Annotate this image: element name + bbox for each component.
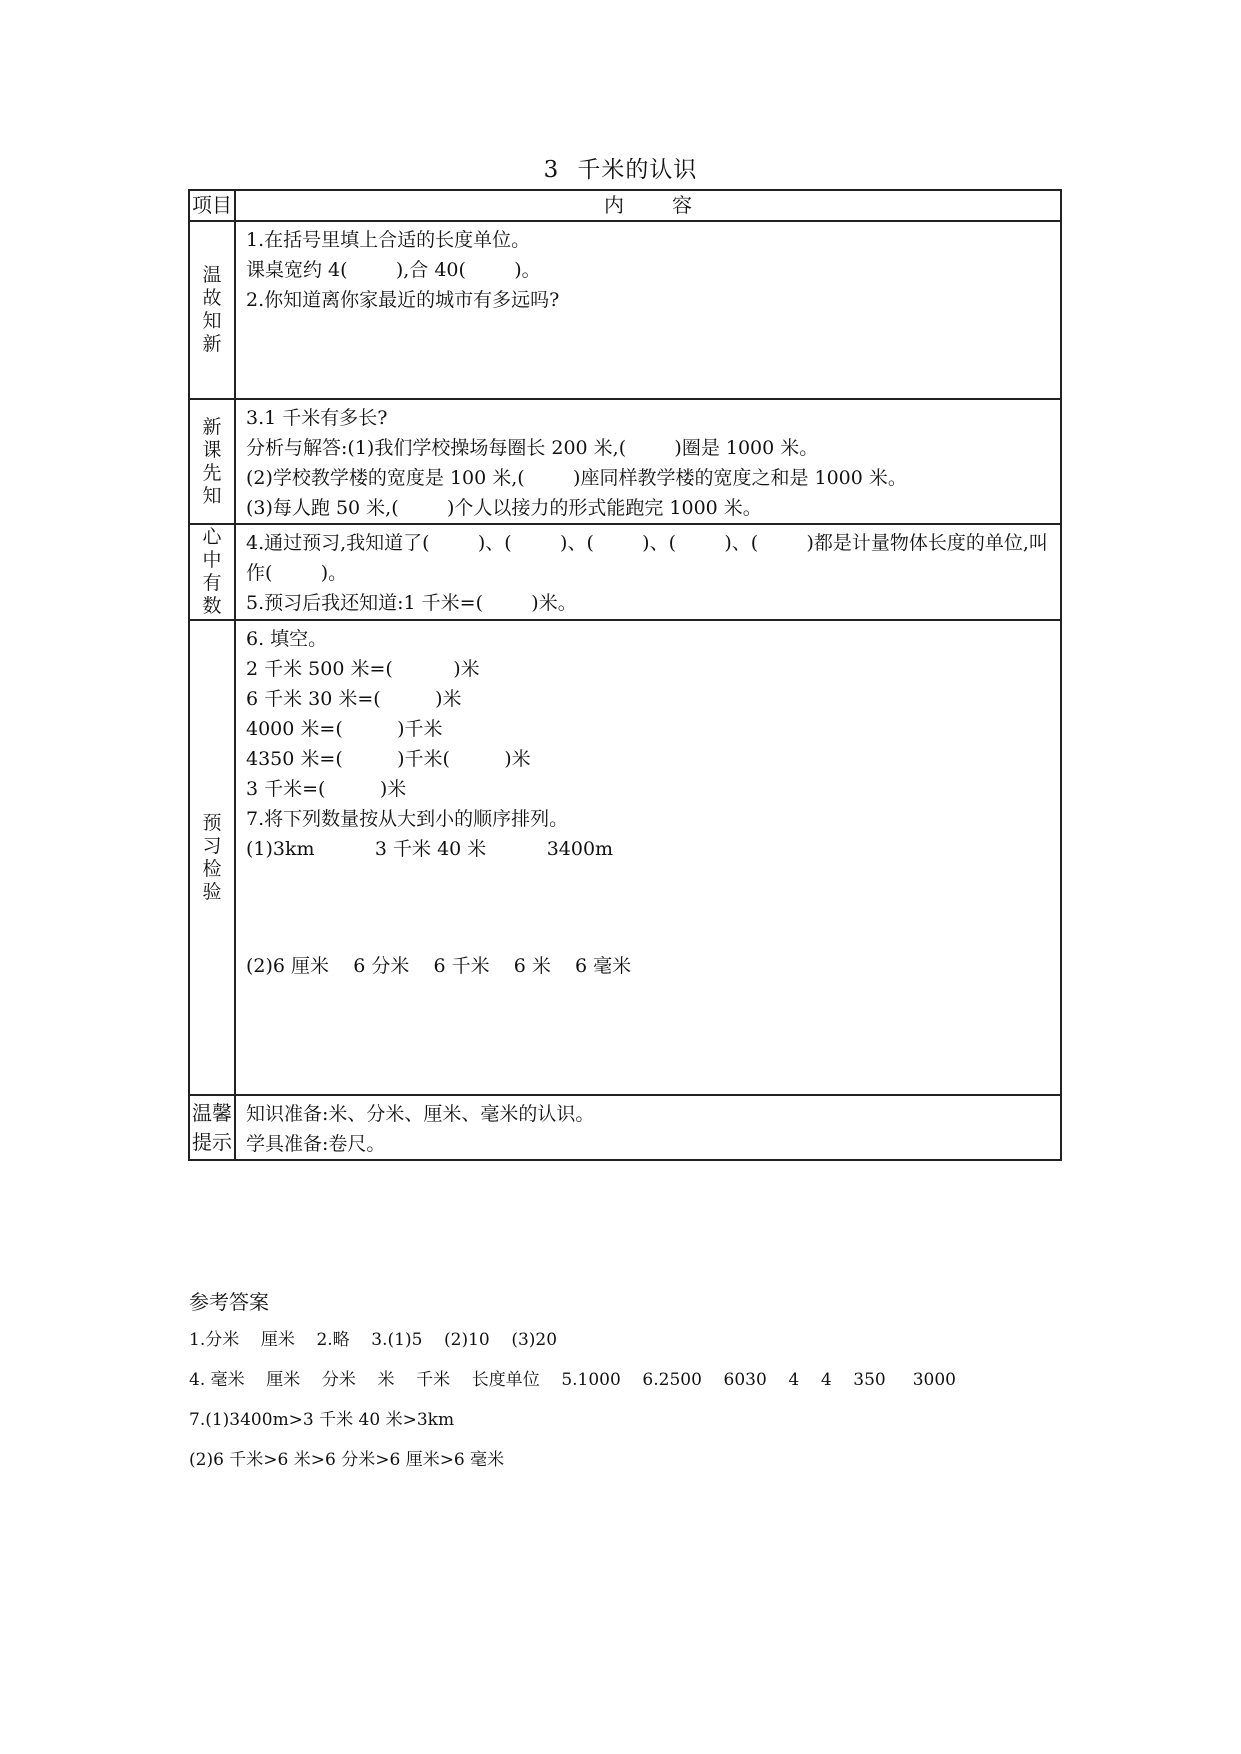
check-line-4: 4000 米=( )千米 [246, 718, 443, 740]
section-content-new-lesson [235, 399, 1061, 524]
section-new-lesson [189, 399, 1061, 524]
section-mind [189, 524, 1061, 620]
check-line-9: (2)6 厘米 6 分米 6 千米 6 米 6 毫米 [246, 955, 632, 977]
section-label-text-2: 提示 [192, 1129, 232, 1154]
section-label-text: 温故知新 [202, 264, 222, 355]
review-line-3: 2.你知道离你家最近的城市有多远吗? [246, 289, 560, 311]
section-label-check [189, 620, 235, 1095]
review-line-1: 1.在括号里填上合适的长度单位。 [246, 229, 531, 251]
section-label-review [189, 221, 235, 399]
check-line-7: 7.将下列数量按从大到小的顺序排列。 [246, 808, 569, 830]
check-line-5: 4350 米=( )千米( )米 [246, 748, 531, 770]
section-check [189, 620, 1061, 1095]
check-line-2: 2 千米 500 米=( )米 [246, 658, 480, 680]
section-label-text-1: 温馨 [192, 1100, 232, 1125]
check-line-3: 6 千米 30 米=( )米 [246, 688, 462, 710]
answer-key [189, 1288, 1089, 1488]
section-label-text: 预习检验 [202, 811, 222, 903]
answer-line-2: 4. 毫米 厘米 分米 米 千米 长度单位 5.1000 6.2500 6030 4 4 350 3000 [189, 1370, 956, 1390]
answer-key-title: 参考答案 [189, 1290, 269, 1314]
mind-line-2: 5.预习后我还知道:1 千米=( )米。 [246, 592, 577, 614]
answer-line-1: 1.分米 厘米 2.略 3.(1)5 (2)10 (3)20 [189, 1330, 558, 1350]
section-content-mind [235, 524, 1061, 620]
answer-line-4: (2)6 千米>6 米>6 分米>6 厘米>6 毫米 [189, 1450, 505, 1470]
section-content-check [235, 620, 1061, 1095]
section-label-mind [189, 524, 235, 620]
answer-line-3: 7.(1)3400m>3 千米 40 米>3km [189, 1410, 455, 1430]
section-content-review [235, 221, 1061, 399]
check-line-8: (1)3km 3 千米 40 米 3400m [246, 838, 614, 860]
section-content-tips [235, 1095, 1061, 1160]
section-label-new-lesson [189, 399, 235, 524]
check-line-1: 6. 填空。 [246, 628, 328, 650]
mind-line-1: 4.通过预习,我知道了( )、( )、( )、( )、( )都是计量物体长度的单位,叫作( )。 [246, 532, 1048, 584]
section-tips [189, 1095, 1061, 1160]
new-lesson-line-1: 3.1 千米有多长? [246, 407, 388, 429]
new-lesson-line-3: (2)学校教学楼的宽度是 100 米,( )座同样教学楼的宽度之和是 1000 米。 [246, 467, 907, 489]
lesson-number: 3 [543, 157, 560, 183]
tips-line-1: 知识准备:米、分米、厘米、毫米的认识。 [246, 1103, 595, 1125]
table-header-row [189, 190, 1061, 221]
page-title [0, 155, 1241, 185]
new-lesson-line-2: 分析与解答:(1)我们学校操场每圈长 200 米,( )圈是 1000 米。 [246, 437, 819, 459]
header-item: 项目 [189, 190, 235, 221]
section-label-text: 新课先知 [202, 415, 222, 507]
preview-plan-table [188, 189, 1062, 1161]
header-content: 内容 [235, 190, 1061, 221]
check-line-6: 3 千米=( )米 [246, 778, 407, 800]
section-label-tips [189, 1095, 235, 1160]
section-label-text: 心中有数 [202, 526, 222, 617]
tips-line-2: 学具准备:卷尺。 [246, 1133, 386, 1155]
review-line-2: 课桌宽约 4( ),合 40( )。 [246, 259, 541, 281]
answer-space [246, 864, 1050, 951]
section-review [189, 221, 1061, 399]
lesson-title: 千米的认识 [577, 157, 698, 183]
new-lesson-line-4: (3)每人跑 50 米,( )个人以接力的形式能跑完 1000 米。 [246, 497, 762, 519]
